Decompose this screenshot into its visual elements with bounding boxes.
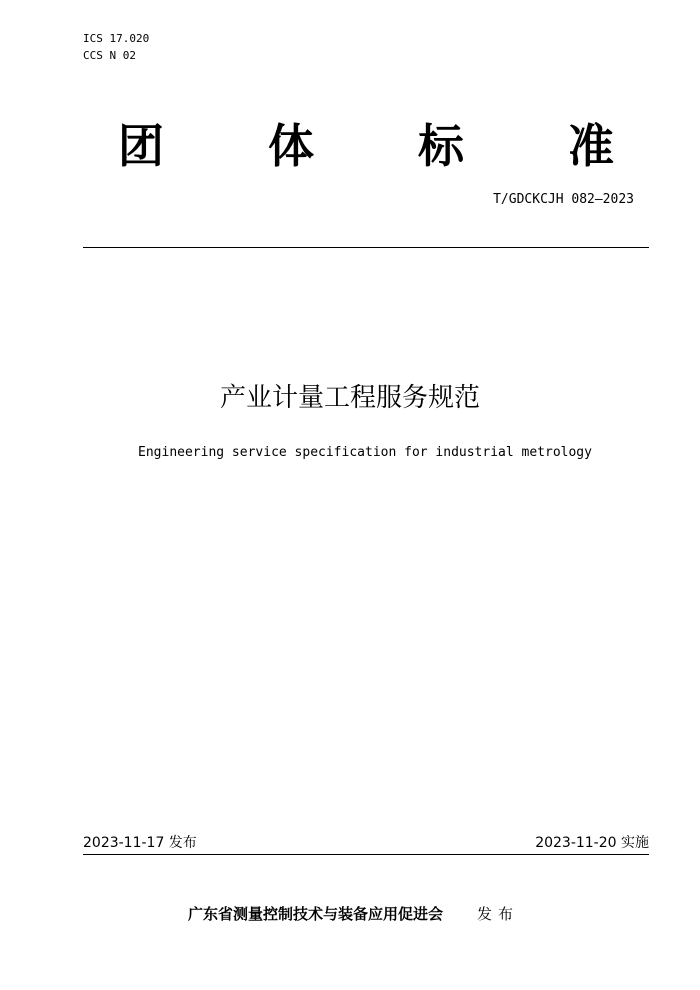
doc-type-char-4: 准: [568, 119, 614, 173]
title-chinese: 产业计量工程服务规范: [219, 383, 480, 413]
doc-type-char-1: 团: [118, 119, 164, 173]
implementation-date: 2023-11-20 实施: [535, 835, 649, 851]
publisher-line: [188, 903, 519, 925]
document-type-heading: [118, 118, 614, 174]
publisher-name: 广东省测量控制技术与装备应用促进会: [188, 905, 444, 923]
ics-code: ICS 17.020: [83, 32, 150, 45]
publish-date: 2023-11-17 发布: [83, 835, 197, 851]
top-divider: [83, 247, 649, 248]
publisher-suffix: 发布: [477, 905, 520, 923]
doc-type-char-2: 体: [268, 119, 314, 173]
ccs-code: CCS N 02: [83, 49, 136, 62]
bottom-divider: [83, 854, 649, 855]
doc-type-char-3: 标: [418, 119, 464, 173]
classification-codes: [83, 30, 149, 64]
standard-number: T/GDCKCJH 082—2023: [493, 192, 634, 207]
title-english: Engineering service specification for industrial metrology: [138, 445, 592, 460]
